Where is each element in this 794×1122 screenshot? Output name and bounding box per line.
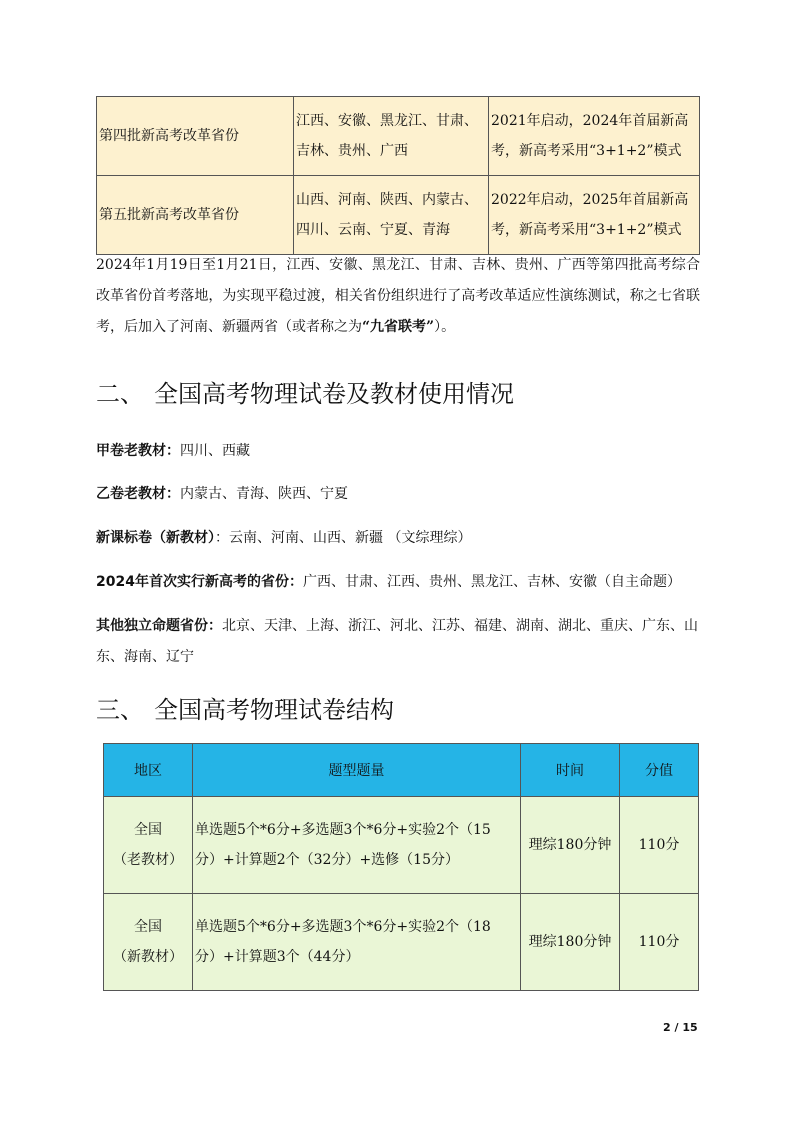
- score-cell: 110分: [620, 797, 699, 894]
- table-row: [104, 797, 699, 894]
- page-number: 2 / 15: [663, 1021, 698, 1034]
- note-cell: [489, 176, 700, 255]
- note-line: 2022年启动，2025年首届新高: [491, 192, 689, 208]
- intro-tail: ）。: [434, 319, 456, 335]
- section-number: 二、: [96, 380, 144, 408]
- reform-provinces-table: [96, 96, 700, 255]
- exam-structure-table: [103, 743, 699, 991]
- provinces-cell: [294, 97, 489, 176]
- question-type-cell: [193, 797, 521, 894]
- question-type-cell: [193, 894, 521, 991]
- note-cell: [489, 97, 700, 176]
- column-header: 地区: [104, 744, 193, 797]
- usage-label: 2024年首次实行新高考的省份：: [96, 574, 303, 590]
- intro-paragraph: [96, 250, 700, 343]
- time-cell: 理综180分钟: [521, 797, 620, 894]
- column-header: 分值: [620, 744, 699, 797]
- usage-label: 甲卷老教材：: [96, 443, 180, 459]
- usage-label: 其他独立命题省份：: [96, 618, 222, 634]
- region-line: （新教材）: [113, 949, 183, 965]
- usage-line: [96, 436, 706, 467]
- usage-value: 广西、甘肃、江西、贵州、黑龙江、吉林、安徽（自主命题）: [302, 574, 681, 590]
- provinces-line: 吉林、贵州、广西: [296, 143, 408, 159]
- provinces-line: 四川、云南、宁夏、青海: [296, 222, 450, 238]
- region-line: （老教材）: [113, 852, 183, 868]
- desc-line: 分）+计算题3个（44分）: [195, 949, 360, 965]
- batch-cell: 第五批新高考改革省份: [97, 176, 294, 255]
- provinces-line: 江西、安徽、黑龙江、甘肃、: [296, 113, 478, 129]
- intro-text: 2024年1月19日至1月21日，江西、安徽、黑龙江、甘肃、吉林、贵州、广西等第四批高考综合改革省份首考落地，为实现平稳过渡，相关省份组织进行了高考改革适应性演练测试，称之七省联考，后加入了河南、新疆两省（或者称之为: [96, 257, 700, 335]
- table-header-row: [104, 744, 699, 797]
- section-2-heading: [96, 374, 514, 409]
- region-line: 全国: [134, 822, 162, 838]
- provinces-cell: [294, 176, 489, 255]
- table-row: [104, 894, 699, 991]
- usage-line: [96, 611, 706, 673]
- provinces-line: 山西、河南、陕西、内蒙古、: [296, 192, 478, 208]
- score-cell: 110分: [620, 894, 699, 991]
- region-line: 全国: [134, 919, 162, 935]
- usage-label: 新课标卷（新教材）: [96, 530, 215, 546]
- time-cell: 理综180分钟: [521, 894, 620, 991]
- column-header: 时间: [521, 744, 620, 797]
- note-line: 考，新高考采用“3+1+2”模式: [491, 143, 682, 159]
- note-line: 考，新高考采用“3+1+2”模式: [491, 222, 682, 238]
- desc-line: 单选题5个*6分+多选题3个*6分+实验2个（18: [195, 919, 491, 935]
- note-line: 2021年启动，2024年首届新高: [491, 113, 689, 129]
- table-row: [97, 97, 700, 176]
- usage-line: [96, 523, 706, 554]
- usage-label: 乙卷老教材：: [96, 486, 180, 502]
- usage-line: [96, 479, 706, 510]
- section-title: 全国高考物理试卷及教材使用情况: [154, 380, 514, 408]
- usage-value: ：云南、河南、山西、新疆 （文综理综）: [215, 530, 472, 546]
- usage-value: 内蒙古、青海、陕西、宁夏: [180, 486, 348, 502]
- section-number: 三、: [96, 696, 144, 724]
- usage-value: 北京、天津、上海、浙江、河北、江苏、福建、湖南、湖北、重庆、广东、山东、海南、辽宁: [96, 618, 698, 665]
- column-header: 题型题量: [193, 744, 521, 797]
- usage-line: [96, 567, 706, 598]
- region-cell: [104, 797, 193, 894]
- section-3-heading: [96, 690, 394, 725]
- desc-line: 分）+计算题2个（32分）+选修（15分）: [195, 852, 459, 868]
- usage-value: 四川、西藏: [180, 443, 250, 459]
- table-row: [97, 176, 700, 255]
- desc-line: 单选题5个*6分+多选题3个*6分+实验2个（15: [195, 822, 491, 838]
- section-title: 全国高考物理试卷结构: [154, 696, 394, 724]
- region-cell: [104, 894, 193, 991]
- intro-bold-text: “九省联考”: [362, 319, 435, 335]
- batch-cell: 第四批新高考改革省份: [97, 97, 294, 176]
